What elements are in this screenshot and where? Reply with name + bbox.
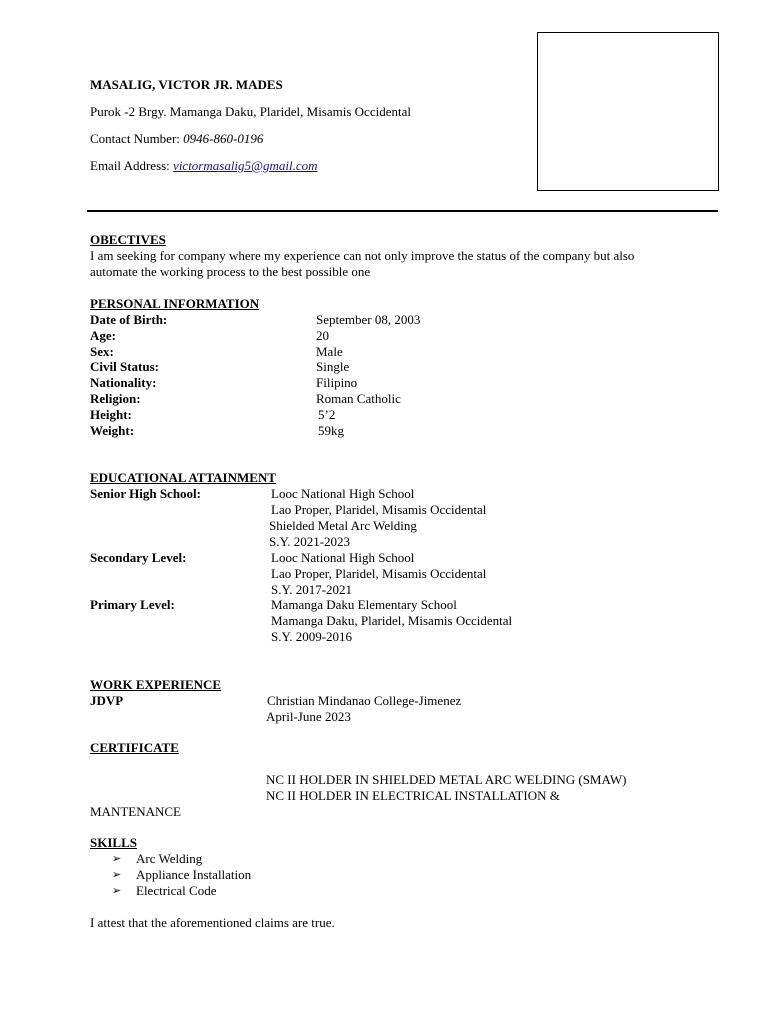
senior-high-school: Looc National High School bbox=[271, 486, 415, 501]
work-period: April-June 2023 bbox=[266, 709, 351, 724]
secondary-school: Looc National High School bbox=[271, 550, 415, 565]
weight-value: 59kg bbox=[318, 423, 344, 438]
senior-high-address: Lao Proper, Plaridel, Misamis Occidental bbox=[271, 502, 487, 517]
religion-value: Roman Catholic bbox=[316, 391, 401, 406]
arrow-bullet-icon: ➢ bbox=[112, 852, 122, 865]
certificate-line-2: NC II HOLDER IN ELECTRICAL INSTALLATION & bbox=[266, 788, 560, 803]
skills-heading: SKILLS bbox=[90, 835, 137, 850]
objectives-heading: OBECTIVES bbox=[90, 232, 166, 247]
primary-year: S.Y. 2009-2016 bbox=[271, 629, 353, 644]
senior-high-strand: Shielded Metal Arc Welding bbox=[269, 518, 417, 533]
religion-label: Religion: bbox=[90, 391, 141, 406]
dob-value: September 08, 2003 bbox=[316, 312, 421, 327]
objectives-line-2: automate the working process to the best possible one bbox=[90, 264, 371, 279]
nationality-value: Filipino bbox=[316, 375, 358, 390]
attestation-statement: I attest that the aforementioned claims are true. bbox=[90, 915, 335, 930]
work-program: JDVP bbox=[90, 693, 124, 708]
secondary-year: S.Y. 2017-2021 bbox=[271, 582, 353, 597]
work-employer: Christian Mindanao College-Jimenez bbox=[267, 693, 462, 708]
dob-label: Date of Birth: bbox=[90, 312, 168, 327]
arrow-bullet-icon: ➢ bbox=[112, 884, 122, 897]
skill-item: Arc Welding bbox=[136, 851, 203, 866]
skill-item: Appliance Installation bbox=[136, 867, 252, 882]
contact-label: Contact Number: bbox=[90, 131, 180, 146]
sex-value: Male bbox=[316, 344, 343, 359]
photo-placeholder-box bbox=[537, 32, 719, 191]
age-value: 20 bbox=[316, 328, 329, 343]
certificate-line-3: MANTENANCE bbox=[90, 804, 181, 819]
height-value: 5’2 bbox=[318, 407, 336, 422]
education-heading: EDUCATIONAL ATTAINMENT bbox=[90, 470, 276, 485]
arrow-bullet-icon: ➢ bbox=[112, 868, 122, 881]
email-link[interactable]: victormasalig5@gmail.com bbox=[173, 158, 318, 173]
personal-info-heading: PERSONAL INFORMATION bbox=[90, 296, 260, 311]
email-label: Email Address: bbox=[90, 158, 170, 173]
civil-status-value: Single bbox=[316, 359, 350, 374]
contact-number-line bbox=[90, 131, 263, 147]
secondary-address: Lao Proper, Plaridel, Misamis Occidental bbox=[271, 566, 487, 581]
certificate-heading: CERTIFICATE bbox=[90, 740, 179, 755]
senior-high-label: Senior High School: bbox=[90, 486, 202, 501]
email-line bbox=[90, 158, 318, 174]
age-label: Age: bbox=[90, 328, 116, 343]
applicant-name: MASALIG, VICTOR JR. MADES bbox=[90, 77, 283, 92]
sex-label: Sex: bbox=[90, 344, 114, 359]
senior-high-year: S.Y. 2021-2023 bbox=[269, 534, 351, 549]
primary-school: Mamanga Daku Elementary School bbox=[271, 597, 457, 612]
primary-address: Mamanga Daku, Plaridel, Misamis Occidental bbox=[271, 613, 513, 628]
skill-item: Electrical Code bbox=[136, 883, 217, 898]
contact-value: 0946-860-0196 bbox=[183, 131, 264, 146]
header-divider bbox=[87, 210, 718, 212]
civil-status-label: Civil Status: bbox=[90, 359, 159, 374]
certificate-line-1: NC II HOLDER IN SHIELDED METAL ARC WELDING (SMAW) bbox=[266, 772, 627, 787]
height-label: Height: bbox=[90, 407, 132, 422]
nationality-label: Nationality: bbox=[90, 375, 157, 390]
objectives-line-1: I am seeking for company where my experience can not only improve the status of the company but also bbox=[90, 248, 635, 263]
secondary-level-label: Secondary Level: bbox=[90, 550, 187, 565]
applicant-address: Purok -2 Brgy. Mamanga Daku, Plaridel, Misamis Occidental bbox=[90, 104, 411, 119]
work-experience-heading: WORK EXPERIENCE bbox=[90, 677, 222, 692]
weight-label: Weight: bbox=[90, 423, 135, 438]
primary-level-label: Primary Level: bbox=[90, 597, 175, 612]
